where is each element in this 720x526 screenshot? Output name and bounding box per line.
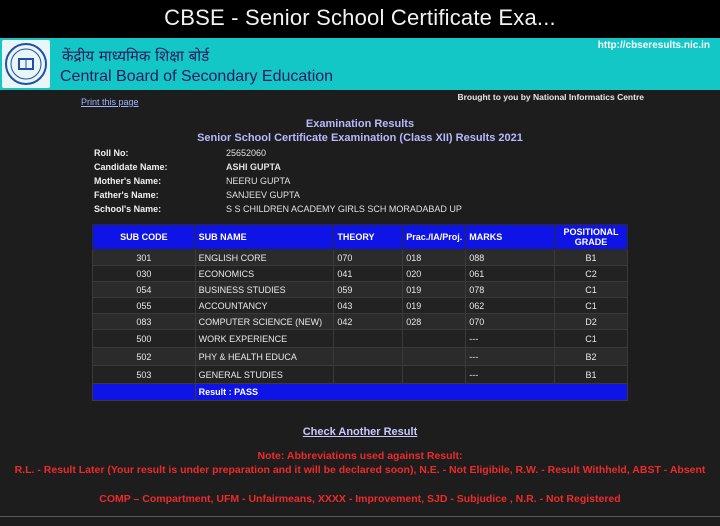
candidate-name-value: ASHI GUPTA: [226, 162, 281, 172]
header-marks: MARKS: [466, 225, 555, 250]
marks-cell: 062: [466, 298, 555, 314]
sub-name-cell: GENERAL STUDIES: [195, 366, 334, 384]
father-row: [94, 188, 462, 202]
marks-cell: 088: [466, 250, 555, 266]
sub-code-cell: 055: [93, 298, 196, 314]
marks-cell: 078: [466, 282, 555, 298]
result-spacer: [93, 384, 196, 401]
grade-cell: B1: [555, 366, 628, 384]
practical-cell: 019: [403, 282, 466, 298]
practical-cell: [403, 348, 466, 366]
header-theory: THEORY: [334, 225, 403, 250]
grade-cell: D2: [555, 314, 628, 330]
school-name-label: School's Name:: [94, 204, 162, 214]
mother-row: [94, 174, 462, 188]
grade-cell: C1: [555, 298, 628, 314]
header-positional-grade: POSITIONAL GRADE: [555, 225, 628, 250]
table-row: [93, 366, 628, 384]
board-name-hindi: केंद्रीय माध्यमिक शिक्षा बोर्ड: [62, 47, 210, 65]
theory-cell: [334, 348, 403, 366]
marks-cell: 061: [466, 266, 555, 282]
sub-name-cell: ENGLISH CORE: [195, 250, 334, 266]
check-another-result-link[interactable]: Check Another Result: [302, 426, 418, 438]
header-practical: Prac./IA/Proj.: [403, 225, 466, 250]
practical-cell: 028: [403, 314, 466, 330]
grade-cell: B2: [555, 348, 628, 366]
print-page-link[interactable]: Print this page: [81, 97, 139, 107]
sub-code-cell: 054: [93, 282, 196, 298]
sub-code-cell: 500: [93, 330, 196, 348]
grade-cell: B1: [555, 250, 628, 266]
table-row: [93, 282, 628, 298]
board-name-english: Central Board of Secondary Education: [60, 68, 334, 85]
sub-code-cell: 502: [93, 348, 196, 366]
results-subtitle: Senior School Certificate Examination (Class XII) Results 2021: [197, 132, 523, 144]
sub-name-cell: BUSINESS STUDIES: [195, 282, 334, 298]
abbreviations-note-line1: R.L. - Result Later (Your result is under preparation and it will be declared soon), N.E. - Not Eligibile, R.W. - Result Withheld, ABST - Absent: [14, 464, 706, 476]
theory-cell: 059: [334, 282, 403, 298]
school-row: [94, 202, 462, 216]
school-name-value: S S CHILDREN ACADEMY GIRLS SCH MORADABAD UP: [226, 204, 462, 214]
grade-cell: C1: [555, 282, 628, 298]
window-title: CBSE - Senior School Certificate Exa...: [0, 0, 720, 38]
theory-cell: 043: [334, 298, 403, 314]
header-banner: [0, 38, 720, 90]
roll-label: Roll No:: [94, 148, 129, 158]
table-row: [93, 266, 628, 282]
name-row: [94, 160, 462, 174]
grade-cell: C1: [555, 330, 628, 348]
brought-by-text: Brought to you by National Informatics Centre: [457, 92, 644, 102]
practical-cell: 020: [403, 266, 466, 282]
theory-cell: 041: [334, 266, 403, 282]
site-url: http://cbseresults.nic.in: [597, 40, 710, 51]
result-status: Result : PASS: [195, 384, 627, 401]
mother-name-label: Mother's Name:: [94, 176, 162, 186]
marks-cell: ---: [466, 330, 555, 348]
roll-row: [94, 146, 462, 160]
table-row: [93, 298, 628, 314]
marks-table: [92, 224, 628, 401]
theory-cell: [334, 330, 403, 348]
sub-name-cell: COMPUTER SCIENCE (NEW): [195, 314, 334, 330]
bottom-divider: [0, 516, 720, 517]
header-sub-name: SUB NAME: [195, 225, 334, 250]
candidate-name-label: Candidate Name:: [94, 162, 168, 172]
sub-name-cell: ECONOMICS: [195, 266, 334, 282]
sub-name-cell: ACCOUNTANCY: [195, 298, 334, 314]
grade-cell: C2: [555, 266, 628, 282]
marks-cell: ---: [466, 348, 555, 366]
theory-cell: 070: [334, 250, 403, 266]
marks-cell: 070: [466, 314, 555, 330]
theory-cell: [334, 366, 403, 384]
header-sub-code: SUB CODE: [93, 225, 196, 250]
practical-cell: [403, 366, 466, 384]
results-title: Examination Results: [305, 118, 415, 130]
sub-name-cell: WORK EXPERIENCE: [195, 330, 334, 348]
sub-name-cell: PHY & HEALTH EDUCA: [195, 348, 334, 366]
candidate-info: [94, 146, 462, 216]
father-name-label: Father's Name:: [94, 190, 159, 200]
sub-code-cell: 083: [93, 314, 196, 330]
marks-cell: ---: [466, 366, 555, 384]
table-row: [93, 250, 628, 266]
sub-code-cell: 030: [93, 266, 196, 282]
abbreviations-note-line2: COMP – Compartment, UFM - Unfairmeans, XXXX - Improvement, SJD - Subjudice , N.R. - Not Registered: [99, 493, 621, 505]
abbreviations-note-title: Note: Abbreviations used against Result:: [257, 450, 463, 462]
practical-cell: 018: [403, 250, 466, 266]
table-row: [93, 330, 628, 348]
sub-code-cell: 301: [93, 250, 196, 266]
table-header-row: [93, 225, 628, 250]
table-row: [93, 314, 628, 330]
practical-cell: [403, 330, 466, 348]
table-row: [93, 348, 628, 366]
theory-cell: 042: [334, 314, 403, 330]
father-name-value: SANJEEV GUPTA: [226, 190, 300, 200]
cbse-logo: [2, 40, 50, 88]
practical-cell: 019: [403, 298, 466, 314]
mother-name-value: NEERU GUPTA: [226, 176, 291, 186]
result-row: [93, 384, 628, 401]
sub-code-cell: 503: [93, 366, 196, 384]
roll-value: 25652060: [226, 148, 267, 158]
